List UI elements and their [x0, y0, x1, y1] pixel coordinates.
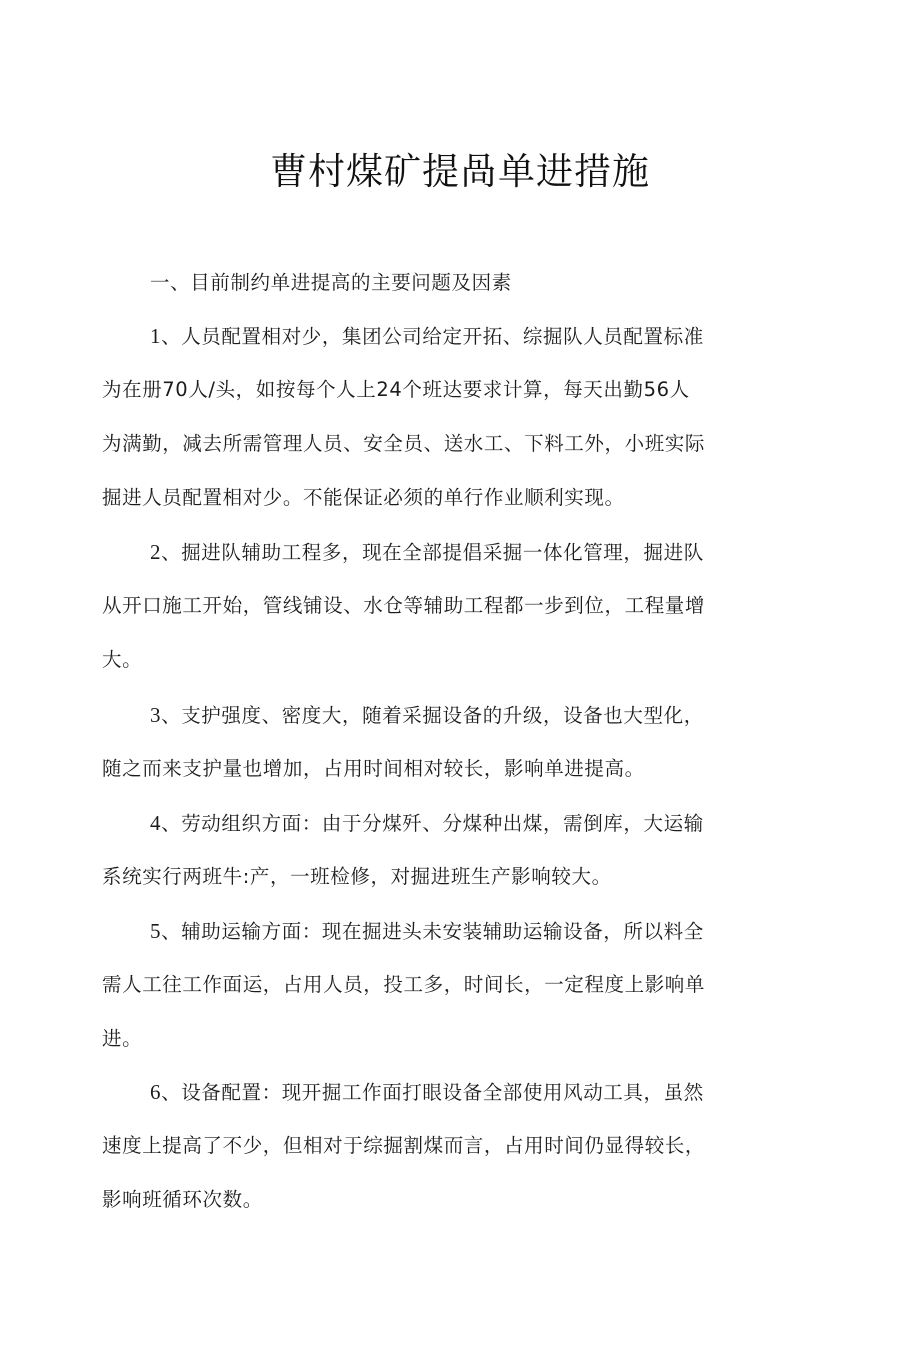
paragraph-3-line-2: 随之而来支护量也增加，占用时间相对较长，影响单进提高。	[102, 757, 645, 780]
paragraph-4-line-1: 4、劳动组织方面：由于分煤歼、分煤种出煤，需倒库，大运输	[150, 811, 704, 835]
item-number: 6	[150, 1080, 162, 1104]
paragraph-4-line-2: 系统实行两班牛:产，一班检修，对掘进班生产影响较大。	[102, 865, 612, 888]
item-number: 2	[150, 540, 162, 564]
item-number: 4	[150, 811, 162, 835]
paragraph-2-line-3: 大。	[102, 648, 143, 671]
item-number: 3	[150, 703, 162, 727]
paragraph-6-line-3: 影响班循环次数。	[102, 1188, 263, 1211]
paragraph-5-line-3: 进。	[102, 1027, 143, 1050]
paragraph-2-line-1: 2、掘进队辅助工程多，现在全部提倡采掘一体化管理，掘进队	[150, 540, 704, 564]
paragraph-1-line-3: 为满勤，减去所需管理人员、安全员、送水工、下料工外，小班实际	[102, 432, 706, 455]
paragraph-1-line-1: 1、人员配置相对少，集团公司给定开拓、综掘队人员配置标准	[150, 324, 704, 348]
paragraph-1-line-4: 掘进人员配置相对少。不能保证必须的单行作业顺利实现。	[102, 486, 625, 509]
paragraph-5-line-2: 需人工往工作面运，占用人员，投工多，时间长，一定程度上影响单	[102, 973, 706, 996]
paragraph-5-line-1: 5、辅助运输方面：现在掘进头未安装辅助运输设备，所以料全	[150, 919, 704, 943]
paragraph-1-line-2: 为在册70人/头，如按每个人上24个班达要求计算，每天出勤56人	[102, 378, 690, 401]
item-number: 1	[150, 324, 162, 348]
paragraph-6-line-1: 6、设备配置：现开掘工作面打眼设备全部使用风动工具，虽然	[150, 1080, 704, 1104]
paragraph-6-line-2: 速度上提高了不少，但相对于综掘割煤而言，占用时间仍显得较长，	[102, 1134, 706, 1157]
paragraph-3-line-1: 3、支护强度、密度大，随着采掘设备的升级，设备也大型化，	[150, 703, 704, 727]
item-number: 5	[150, 919, 162, 943]
paragraph-2-line-2: 从开口施工开始，管线铺设、水仓等辅助工程都一步到位，工程量增	[102, 594, 706, 617]
section-heading: 一、目前制约单进提高的主要问题及因素	[150, 271, 512, 294]
document-title: 曹村煤矿提咼单进措施	[270, 150, 650, 193]
